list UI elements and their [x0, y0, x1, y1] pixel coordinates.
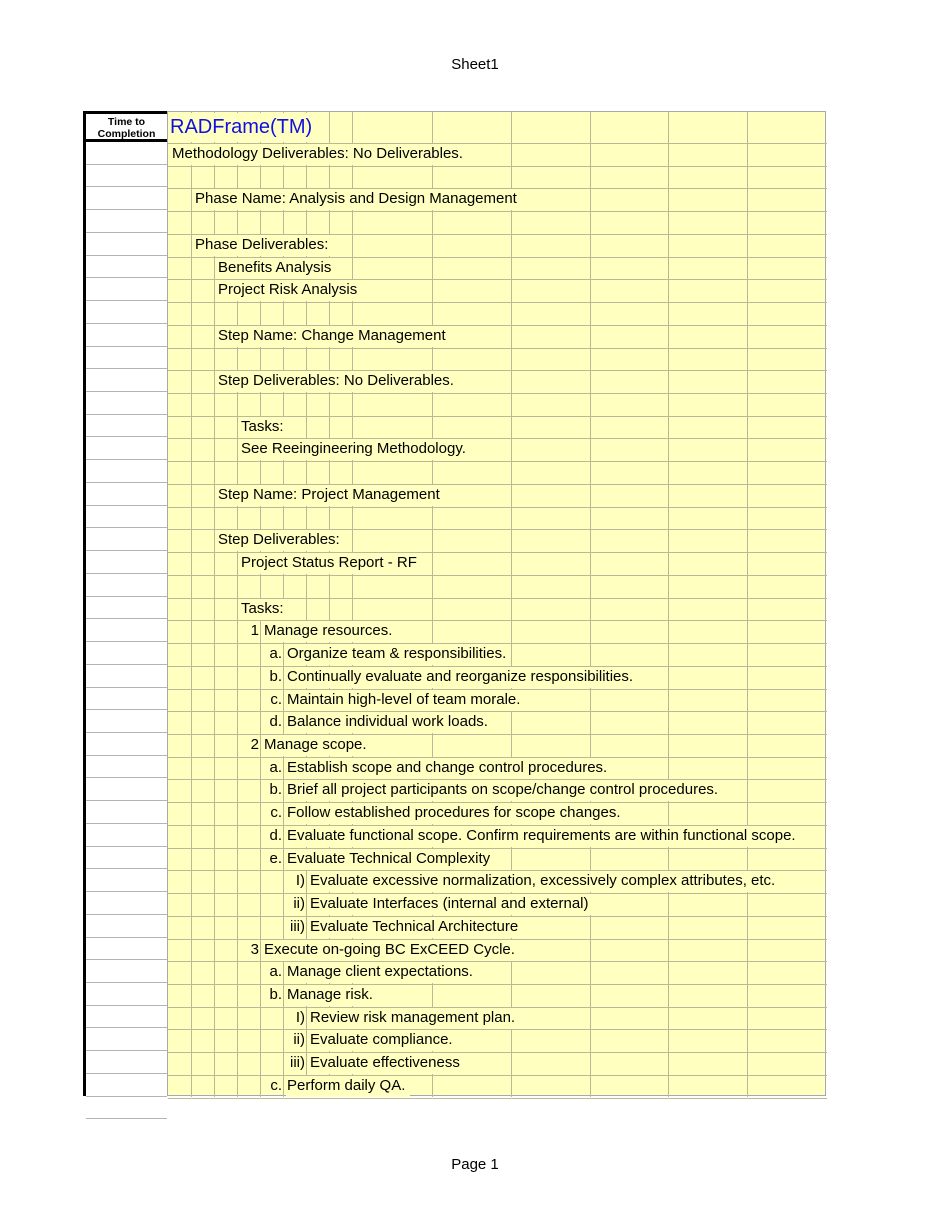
row-text: Brief all project participants on scope/change control procedures.	[287, 781, 719, 799]
time-to-completion-cell[interactable]	[86, 165, 167, 188]
row-text: Manage scope.	[264, 735, 367, 753]
row-text: Project Status Report - RF	[241, 554, 417, 572]
row-text: Review risk management plan.	[310, 1008, 516, 1026]
time-to-completion-cell[interactable]	[86, 347, 167, 370]
row-text: Manage client expectations.	[287, 963, 473, 981]
time-to-completion-cell[interactable]	[86, 142, 167, 165]
time-to-completion-cell[interactable]	[86, 1028, 167, 1051]
time-to-completion-column	[83, 111, 170, 1096]
time-to-completion-cell[interactable]	[86, 1051, 167, 1074]
time-to-completion-cell[interactable]	[86, 1097, 167, 1120]
row-label: 3	[250, 940, 259, 958]
row-label: a.	[269, 963, 282, 981]
time-to-completion-cell[interactable]	[86, 1006, 167, 1029]
spreadsheet	[83, 111, 826, 1096]
row-label: 2	[250, 735, 259, 753]
gridline-horizontal	[168, 575, 827, 576]
row-label: b.	[269, 667, 282, 685]
time-to-completion-cell[interactable]	[86, 256, 167, 279]
row-text: Tasks:	[241, 599, 284, 617]
row-text: Follow established procedures for scope changes.	[287, 804, 621, 822]
time-to-completion-cell[interactable]	[86, 460, 167, 483]
gridline-horizontal	[168, 507, 827, 508]
row-label: d.	[269, 826, 282, 844]
time-to-completion-cell[interactable]	[86, 415, 167, 438]
time-to-completion-cell[interactable]	[86, 437, 167, 460]
row-label: iii)	[290, 1054, 305, 1072]
row-text: Organize team & responsibilities.	[287, 645, 507, 663]
row-text: Continually evaluate and reorganize responsibilities.	[287, 667, 634, 685]
gridline-horizontal	[168, 302, 827, 303]
time-to-completion-cell[interactable]	[86, 369, 167, 392]
gridline-vertical	[747, 112, 748, 1097]
time-to-completion-header: Time to Completion	[86, 111, 167, 142]
time-to-completion-cell[interactable]	[86, 278, 167, 301]
gridline-horizontal	[168, 1029, 827, 1030]
row-label: a.	[269, 645, 282, 663]
time-to-completion-cell[interactable]	[86, 824, 167, 847]
row-label: c.	[270, 804, 282, 822]
time-to-completion-cell[interactable]	[86, 324, 167, 347]
time-to-completion-cell[interactable]	[86, 551, 167, 574]
time-to-completion-cell[interactable]	[86, 528, 167, 551]
row-text: Manage risk.	[287, 986, 373, 1003]
time-to-completion-cell[interactable]	[86, 756, 167, 779]
time-to-completion-cell[interactable]	[86, 574, 167, 597]
time-to-completion-cell[interactable]	[86, 778, 167, 801]
time-to-completion-cell[interactable]	[86, 506, 167, 529]
row-text: Maintain high-level of team morale.	[287, 690, 521, 708]
row-text: Benefits Analysis	[218, 258, 332, 276]
time-to-completion-cell[interactable]	[86, 642, 167, 665]
row-label: b.	[269, 986, 282, 1003]
time-to-completion-cell[interactable]	[86, 892, 167, 915]
row-text: Evaluate functional scope. Confirm requirements are within functional scope.	[287, 826, 796, 844]
time-to-completion-cell[interactable]	[86, 688, 167, 711]
row-text: Step Name: Change Management	[218, 326, 446, 344]
task-grid	[167, 111, 826, 1096]
row-label: e.	[269, 849, 282, 867]
row-text: Phase Name: Analysis and Design Management	[195, 190, 517, 208]
row-text: Step Name: Project Management	[218, 485, 440, 503]
time-to-completion-cell[interactable]	[86, 983, 167, 1006]
row-label: a.	[269, 758, 282, 776]
row-text: Evaluate compliance.	[310, 1031, 453, 1049]
row-label: I)	[295, 1008, 305, 1026]
gridline-horizontal	[168, 211, 827, 212]
time-to-completion-cell[interactable]	[86, 960, 167, 983]
gridline-horizontal	[168, 461, 827, 462]
time-to-completion-cell[interactable]	[86, 801, 167, 824]
time-to-completion-cell[interactable]	[86, 233, 167, 256]
row-label: ii)	[293, 895, 305, 913]
row-text: Evaluate Interfaces (internal and external)	[310, 895, 589, 913]
row-text: Evaluate excessive normalization, excessively complex attributes, etc.	[310, 872, 776, 890]
time-to-completion-cell[interactable]	[86, 915, 167, 938]
row-text: Evaluate Technical Complexity	[287, 849, 491, 867]
gridline-vertical	[668, 112, 669, 1097]
row-text: Phase Deliverables:	[195, 235, 329, 253]
gridline-horizontal	[168, 1052, 827, 1053]
time-to-completion-cell[interactable]	[86, 483, 167, 506]
time-to-completion-cell[interactable]	[86, 1074, 167, 1097]
time-to-completion-cell[interactable]	[86, 187, 167, 210]
row-label: b.	[269, 781, 282, 799]
time-to-completion-cell[interactable]	[86, 392, 167, 415]
row-label: I)	[295, 872, 305, 890]
row-text: Project Risk Analysis	[218, 281, 358, 299]
time-to-completion-cell[interactable]	[86, 665, 167, 688]
row-text: Step Deliverables: No Deliverables.	[218, 372, 454, 390]
row-text: See Reeingineering Methodology.	[241, 440, 466, 458]
time-to-completion-cell[interactable]	[86, 938, 167, 961]
row-text: Perform daily QA.	[287, 1076, 406, 1094]
time-to-completion-cell[interactable]	[86, 301, 167, 324]
time-to-completion-cell[interactable]	[86, 847, 167, 870]
gridline-horizontal	[168, 393, 827, 394]
row-text: Evaluate Technical Architecture	[310, 917, 519, 935]
row-text: Establish scope and change control procedures.	[287, 758, 608, 776]
page-footer: Page 1	[451, 1156, 499, 1173]
time-to-completion-cell[interactable]	[86, 710, 167, 733]
time-to-completion-cell[interactable]	[86, 597, 167, 620]
time-to-completion-cell[interactable]	[86, 210, 167, 233]
gridline-vertical	[191, 112, 192, 1097]
row-text: Evaluate effectiveness	[310, 1054, 460, 1072]
gridline-horizontal	[168, 1098, 827, 1099]
row-label: ii)	[293, 1031, 305, 1049]
gridline-vertical	[590, 112, 591, 1097]
row-label: 1	[250, 622, 259, 640]
row-label: d.	[269, 713, 282, 731]
time-to-completion-cell[interactable]	[86, 733, 167, 756]
row-text: Step Deliverables:	[218, 531, 340, 549]
row-label: c.	[270, 690, 282, 708]
row-text: Manage resources.	[264, 622, 393, 640]
row-label: iii)	[290, 917, 305, 935]
gridline-vertical	[214, 112, 215, 1097]
time-to-completion-cell[interactable]	[86, 869, 167, 892]
row-text: Methodology Deliverables: No Deliverables.	[172, 145, 463, 162]
row-text: Balance individual work loads.	[287, 713, 488, 731]
time-to-completion-cell[interactable]	[86, 619, 167, 642]
sheet-title: RADFrame(TM)	[170, 116, 313, 138]
gridline-horizontal	[168, 166, 827, 167]
gridline-horizontal	[168, 348, 827, 349]
row-text: Execute on-going BC ExCEED Cycle.	[264, 940, 515, 958]
row-label: c.	[270, 1076, 282, 1094]
row-text: Tasks:	[241, 417, 284, 435]
page-header: Sheet1	[451, 56, 499, 73]
